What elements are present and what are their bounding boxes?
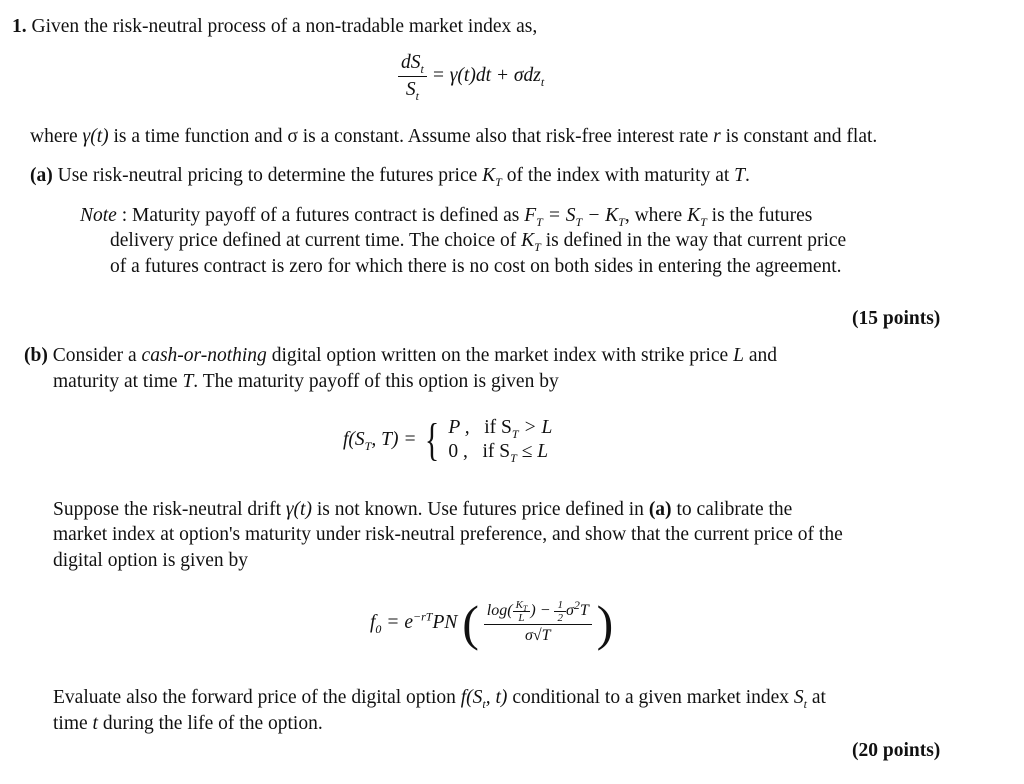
case-1-value: P , <box>448 417 470 438</box>
note-text-3: delivery price defined at current time. The choice of <box>110 230 522 251</box>
dS-over-S-fraction <box>398 50 427 103</box>
suppose-line-1: Suppose the risk-neutral drift γ(t) is not known. Use futures price defined in (a) to calibrate the <box>53 499 793 520</box>
part-b-text-3: and <box>743 345 777 366</box>
discount-exponent: −rT <box>413 609 433 624</box>
suppose-ref-a: (a) <box>648 499 672 520</box>
log-text: log <box>486 602 508 620</box>
index-sub: t <box>803 696 807 711</box>
sigma-sqrt-T: σ√T <box>484 624 592 647</box>
d-fraction: log( $\frac{K_T}{L}$ ) − $\frac{1}{2}$ $\sigma^2T$ σ√T <box>484 599 592 647</box>
gamma-function: γ(t) <box>82 126 109 147</box>
minus-sign: − <box>535 602 555 620</box>
equation-rhs: = γ(t)dt + σdz <box>431 64 541 86</box>
note-line-2: delivery price defined at current time. The choice of $K_T$ is defined in the way that current price <box>110 230 847 254</box>
part-b-line-1 <box>24 343 777 369</box>
piecewise-brace: { <box>425 414 440 465</box>
part-b-label: (b) <box>24 345 48 366</box>
part-a-text-2: of the index with maturity at <box>501 165 735 186</box>
index-symbol: S <box>793 687 804 708</box>
half-num: 1 <box>557 599 563 611</box>
case-2-op: ≤ L <box>516 441 549 462</box>
T-symbol: T <box>579 602 589 620</box>
evaluate-line-1 <box>53 685 826 711</box>
part-b-text-5: . The maturity payoff of this option is given by <box>193 371 559 392</box>
part-a-points: (15 points) <box>852 308 941 329</box>
f0-eq: = e <box>381 612 413 633</box>
case-1-op: > L <box>518 417 553 438</box>
part-b-text-4: maturity at time <box>53 371 183 392</box>
forward-price-sub: t <box>482 696 486 711</box>
part-a-question <box>30 163 750 189</box>
cash-or-nothing-term: cash-or-nothing <box>141 345 267 366</box>
fraction-denominator: S <box>405 79 416 100</box>
evaluate-text-3: at <box>807 687 826 708</box>
where-text-3: is constant and flat. <box>720 126 878 147</box>
time-symbol: t <box>92 713 98 734</box>
futures-payoff-formula: $F_T = S_T - K_T$ <box>524 205 625 229</box>
question-intro-text: Given the risk-neutral process of a non-tradable market index as, <box>31 16 538 37</box>
maturity-symbol: T <box>734 165 746 186</box>
futures-price-symbol: K <box>482 165 496 186</box>
suppose-line-3: digital option is given by <box>53 550 248 571</box>
fraction-denominator-sub: t <box>415 88 419 103</box>
part-b-line-2: maturity at time T. The maturity payoff of this option is given by <box>53 371 559 392</box>
payoff-cases <box>448 416 552 464</box>
sigma: σ <box>565 602 574 620</box>
f0-sub: 0 <box>375 621 382 636</box>
evaluate-line-2 <box>53 711 323 737</box>
note-text-5: of a futures contract is zero for which there is no cost on both sides in entering the agreement. <box>110 256 842 277</box>
question-1-intro <box>12 14 537 40</box>
part-b-points: (20 points) <box>852 740 941 761</box>
payoff-lhs: f(S <box>343 429 365 450</box>
process-equation <box>398 50 544 103</box>
where-text-1: where <box>30 126 83 147</box>
digital-option-price-formula <box>370 595 614 662</box>
suppose-text-3: to calibrate the <box>671 499 793 520</box>
part-a-text-3: . <box>745 165 750 186</box>
part-b-text-1: Consider a <box>47 345 142 366</box>
fraction-numerator-sub: t <box>420 61 424 76</box>
strike-symbol: L <box>733 345 744 366</box>
payoff-case-1: P , if $S_T > L$ <box>448 417 553 441</box>
one-half <box>554 599 566 624</box>
note-text-1: : Maturity payoff of a futures contract is defined as <box>116 205 525 226</box>
f0-symbol: f <box>370 612 376 633</box>
suppose-text-1: Suppose the risk-neutral drift <box>53 499 286 520</box>
payoff-lhs-sub: T <box>364 438 372 453</box>
note-label: Note <box>80 205 117 226</box>
case-2-cond: if S <box>482 441 511 462</box>
ratio-num: K <box>515 599 523 611</box>
payoff-equation <box>343 416 552 476</box>
equation-rhs-sub: t <box>540 74 545 89</box>
evaluate-text-5: during the life of the option. <box>97 713 323 734</box>
case-1-cond: if S <box>484 417 512 438</box>
ratio-den: L <box>513 611 531 624</box>
forward-price-rest: , t) <box>485 687 508 708</box>
payoff-case-2: 0 , if $S_T \le L$ <box>448 441 549 465</box>
suppose-text-2: is not known. Use futures price defined in <box>311 499 649 520</box>
evaluate-text-2: conditional to a given market index <box>507 687 794 708</box>
forward-price-func: f(S <box>460 687 483 708</box>
part-a-label: (a) <box>30 165 53 186</box>
K-over-L <box>513 599 531 624</box>
note-text-2: is the futures <box>706 205 813 226</box>
evaluate-text-1: Evaluate also the forward price of the digital option <box>53 687 461 708</box>
case-2-value: 0 , <box>448 441 468 462</box>
part-a-text-1: Use risk-neutral pricing to determine the futures price <box>52 165 483 186</box>
fraction-numerator: dS <box>401 52 421 73</box>
half-den: 2 <box>554 611 566 624</box>
where-text-2: is a time function and σ is a constant. Assume also that risk-free interest rate <box>108 126 714 147</box>
question-number: 1. <box>12 16 27 37</box>
left-paren: ( <box>462 595 479 651</box>
note-line-1: Note : Maturity payoff of a futures contract is defined as $F_T = S_T - K_T$, where $K_T$ is the futures <box>80 205 813 229</box>
interest-rate-symbol: r <box>713 126 721 147</box>
note-text-4: is defined in the way that current price <box>540 230 847 251</box>
sigma-sup: 2 <box>573 597 580 612</box>
f0-PN: PN <box>432 612 458 633</box>
payoff-lhs-rest: , T) = <box>371 429 417 450</box>
part-b-text-2: digital option written on the market index with strike price <box>266 345 734 366</box>
ratio-num-sub: T <box>522 604 528 614</box>
evaluate-text-4: time <box>53 713 93 734</box>
where-line <box>30 124 877 150</box>
futures-price-sub: T <box>495 174 502 189</box>
note-line-3 <box>110 254 842 280</box>
suppose-line-2: market index at option's maturity under risk-neutral preference, and show that the current price of the <box>53 524 843 545</box>
right-paren: ) <box>596 595 614 651</box>
